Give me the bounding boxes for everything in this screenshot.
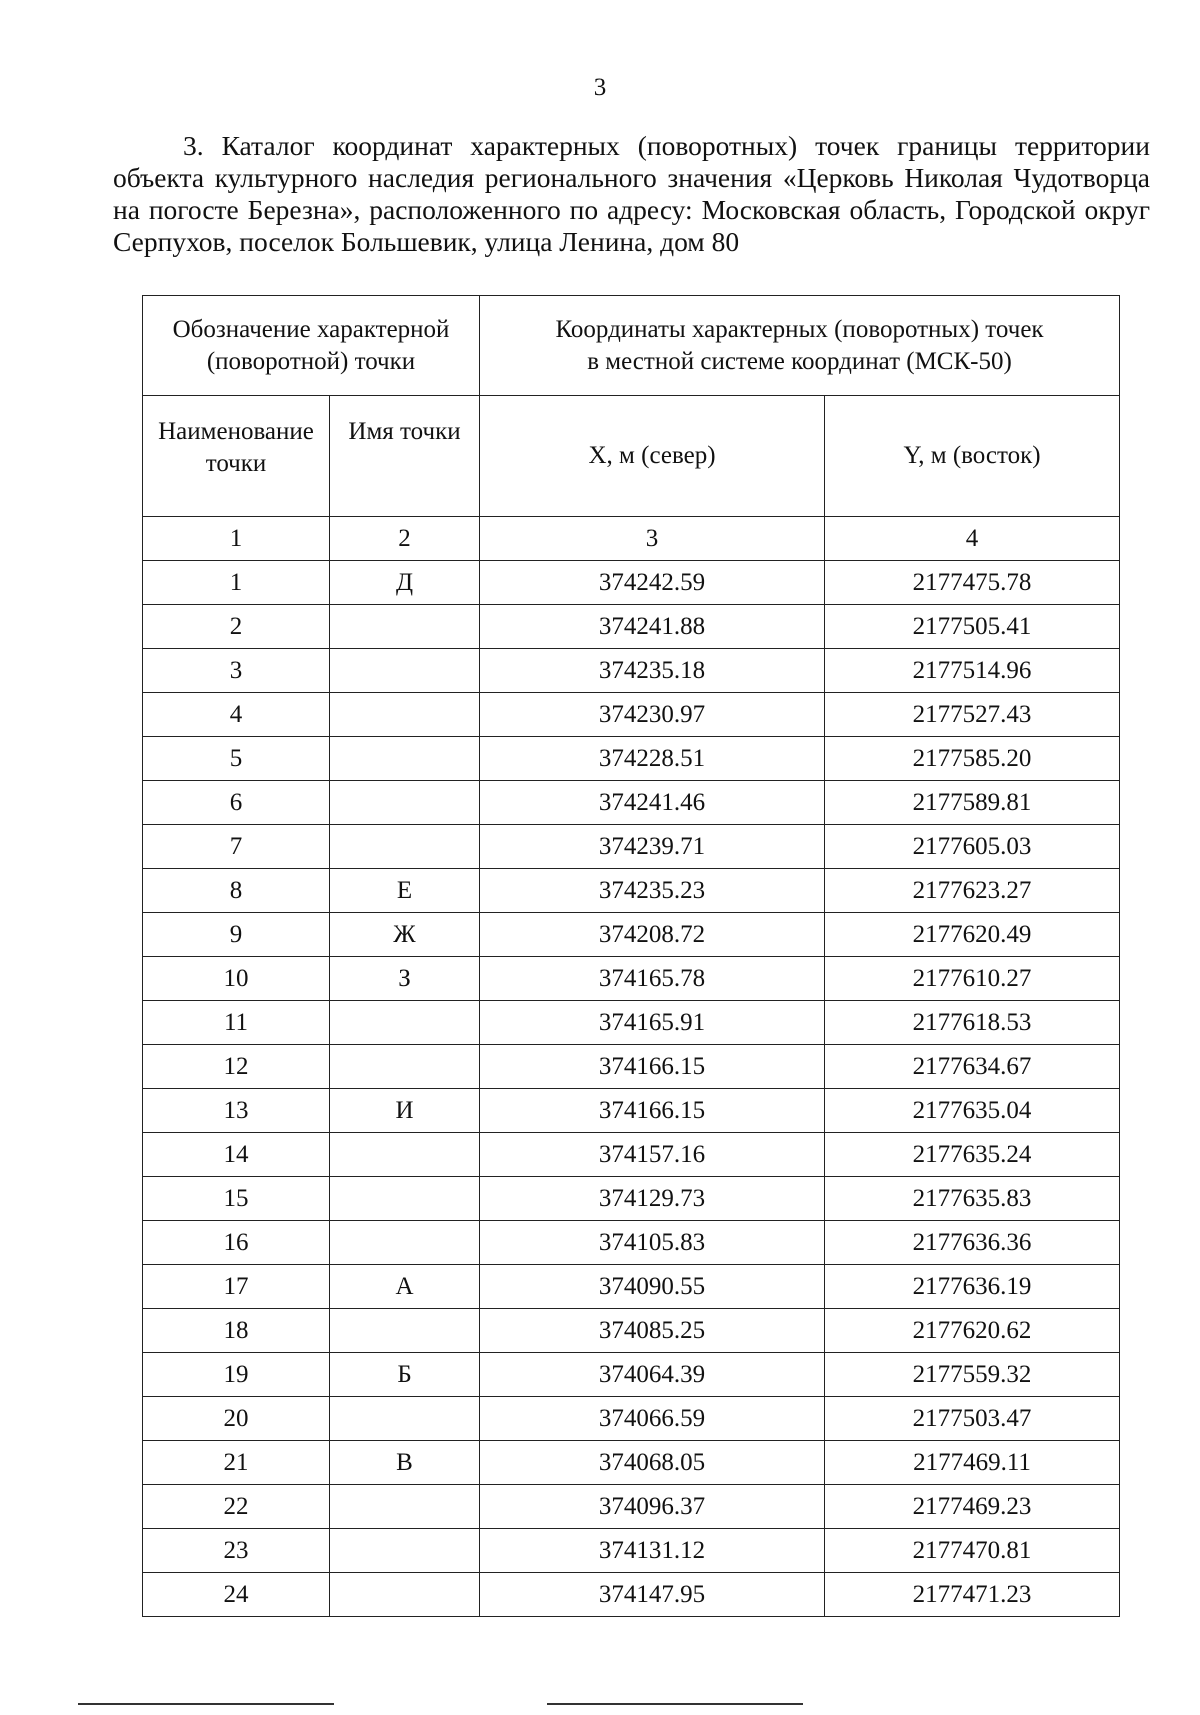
- cell-y: 2177470.81: [825, 1529, 1120, 1573]
- cell-label: З: [330, 957, 480, 1001]
- column-number: 3: [480, 517, 825, 561]
- page-number: 3: [593, 74, 607, 101]
- cell-y: 2177635.04: [825, 1089, 1120, 1133]
- cell-label: [330, 1485, 480, 1529]
- cell-x: 374129.73: [480, 1177, 825, 1221]
- cell-label: [330, 1177, 480, 1221]
- table-row: [143, 605, 1120, 649]
- cell-y: 2177634.67: [825, 1045, 1120, 1089]
- cell-label: [330, 1221, 480, 1265]
- cell-y: 2177469.23: [825, 1485, 1120, 1529]
- col-name-line1: Наименование: [158, 418, 314, 445]
- cell-num: 12: [143, 1045, 330, 1089]
- cell-y: 2177589.81: [825, 781, 1120, 825]
- column-number: 1: [143, 517, 330, 561]
- table-row: [143, 869, 1120, 913]
- cell-num: 17: [143, 1265, 330, 1309]
- col-y: Y, м (восток): [825, 396, 1120, 517]
- cell-num: 15: [143, 1177, 330, 1221]
- cell-x: 374228.51: [480, 737, 825, 781]
- cell-num: 3: [143, 649, 330, 693]
- cell-x: 374166.15: [480, 1045, 825, 1089]
- col-name-line2: точки: [205, 450, 267, 477]
- table-row: [143, 1441, 1120, 1485]
- cell-x: 374068.05: [480, 1441, 825, 1485]
- cell-label: [330, 1045, 480, 1089]
- section-heading: 3. Каталог координат характерных (поворотных) точек границы территории объекта культурного наследия регионального значения «Церковь Николая Чудотворца на погосте Березна», расположенного по адресу: Московская область, Городской округ Серпухов, поселок Большевик, улица Ленина, дом 80: [113, 130, 1150, 257]
- cell-num: 24: [143, 1573, 330, 1617]
- cell-x: 374131.12: [480, 1529, 825, 1573]
- cell-x: 374239.71: [480, 825, 825, 869]
- cell-num: 1: [143, 561, 330, 605]
- table-row: [143, 1529, 1120, 1573]
- cell-label: В: [330, 1441, 480, 1485]
- cell-x: 374241.88: [480, 605, 825, 649]
- col-x: X, м (север): [480, 396, 825, 517]
- cell-num: 20: [143, 1397, 330, 1441]
- cell-label: Б: [330, 1353, 480, 1397]
- header-coords-line2: в местной системе координат (МСК-50): [587, 347, 1012, 375]
- cell-label: [330, 649, 480, 693]
- table-row: [143, 737, 1120, 781]
- cell-num: 18: [143, 1309, 330, 1353]
- cell-y: 2177610.27: [825, 957, 1120, 1001]
- table-row: [143, 1001, 1120, 1045]
- cell-label: Ж: [330, 913, 480, 957]
- cell-y: 2177618.53: [825, 1001, 1120, 1045]
- table-row: [143, 825, 1120, 869]
- cell-y: 2177605.03: [825, 825, 1120, 869]
- cell-y: 2177635.24: [825, 1133, 1120, 1177]
- cell-x: 374230.97: [480, 693, 825, 737]
- table-row: [143, 781, 1120, 825]
- table-row: [143, 1133, 1120, 1177]
- cell-num: 2: [143, 605, 330, 649]
- cell-num: 14: [143, 1133, 330, 1177]
- cell-x: 374096.37: [480, 1485, 825, 1529]
- cell-num: 8: [143, 869, 330, 913]
- cell-num: 19: [143, 1353, 330, 1397]
- cell-x: 374241.46: [480, 781, 825, 825]
- table-row: [143, 1309, 1120, 1353]
- table-row: [143, 1089, 1120, 1133]
- table-row: [143, 1045, 1120, 1089]
- cell-y: 2177636.19: [825, 1265, 1120, 1309]
- cell-x: 374235.23: [480, 869, 825, 913]
- cell-label: Д: [330, 561, 480, 605]
- cell-num: 11: [143, 1001, 330, 1045]
- cell-x: 374157.16: [480, 1133, 825, 1177]
- table-row: [143, 1221, 1120, 1265]
- cell-y: 2177635.83: [825, 1177, 1120, 1221]
- cell-y: 2177636.36: [825, 1221, 1120, 1265]
- column-number: 4: [825, 517, 1120, 561]
- cell-y: 2177514.96: [825, 649, 1120, 693]
- table-row: [143, 1177, 1120, 1221]
- cell-label: [330, 781, 480, 825]
- header-point-designation: [143, 296, 480, 396]
- cell-y: 2177620.49: [825, 913, 1120, 957]
- column-number: 2: [330, 517, 480, 561]
- coordinates-table: [142, 295, 1120, 1617]
- table-row: [143, 649, 1120, 693]
- cell-label: [330, 693, 480, 737]
- cell-label: Е: [330, 869, 480, 913]
- table-row: [143, 1573, 1120, 1617]
- cell-x: 374085.25: [480, 1309, 825, 1353]
- cell-label: [330, 1573, 480, 1617]
- cell-x: 374235.18: [480, 649, 825, 693]
- cell-y: 2177503.47: [825, 1397, 1120, 1441]
- cell-x: 374166.15: [480, 1089, 825, 1133]
- cell-y: 2177620.62: [825, 1309, 1120, 1353]
- table-header-row: [143, 296, 1120, 396]
- cell-label: [330, 737, 480, 781]
- cell-y: 2177559.32: [825, 1353, 1120, 1397]
- cell-y: 2177505.41: [825, 605, 1120, 649]
- table-row: [143, 561, 1120, 605]
- table-row: [143, 1265, 1120, 1309]
- table-subheader-row: [143, 396, 1120, 517]
- header-point-line2: (поворотной) точки: [206, 347, 416, 375]
- col-point-label: Имя точки: [330, 396, 480, 517]
- cell-num: 6: [143, 781, 330, 825]
- header-point-line1: Обозначение характерной: [172, 315, 450, 343]
- footer-line-right: [547, 1703, 803, 1705]
- cell-num: 16: [143, 1221, 330, 1265]
- footer-line-left: [78, 1703, 334, 1705]
- table-row: [143, 957, 1120, 1001]
- cell-label: [330, 1529, 480, 1573]
- cell-y: 2177469.11: [825, 1441, 1120, 1485]
- cell-x: 374208.72: [480, 913, 825, 957]
- cell-label: И: [330, 1089, 480, 1133]
- cell-y: 2177623.27: [825, 869, 1120, 913]
- cell-num: 7: [143, 825, 330, 869]
- cell-y: 2177585.20: [825, 737, 1120, 781]
- table-row: [143, 1397, 1120, 1441]
- column-number-row: [143, 517, 1120, 561]
- cell-num: 10: [143, 957, 330, 1001]
- table-row: [143, 693, 1120, 737]
- cell-num: 5: [143, 737, 330, 781]
- cell-label: А: [330, 1265, 480, 1309]
- cell-label: [330, 825, 480, 869]
- table-row: [143, 1353, 1120, 1397]
- table-body: [143, 561, 1120, 1617]
- cell-num: 22: [143, 1485, 330, 1529]
- cell-num: 9: [143, 913, 330, 957]
- cell-num: 21: [143, 1441, 330, 1485]
- cell-label: [330, 605, 480, 649]
- cell-y: 2177475.78: [825, 561, 1120, 605]
- cell-label: [330, 1397, 480, 1441]
- cell-x: 374066.59: [480, 1397, 825, 1441]
- cell-x: 374105.83: [480, 1221, 825, 1265]
- cell-label: [330, 1133, 480, 1177]
- cell-x: 374165.78: [480, 957, 825, 1001]
- cell-x: 374064.39: [480, 1353, 825, 1397]
- cell-num: 13: [143, 1089, 330, 1133]
- cell-x: 374165.91: [480, 1001, 825, 1045]
- cell-num: 23: [143, 1529, 330, 1573]
- cell-y: 2177471.23: [825, 1573, 1120, 1617]
- table-row: [143, 913, 1120, 957]
- cell-y: 2177527.43: [825, 693, 1120, 737]
- cell-label: [330, 1309, 480, 1353]
- cell-num: 4: [143, 693, 330, 737]
- cell-x: 374242.59: [480, 561, 825, 605]
- header-coords-line1: Координаты характерных (поворотных) точек: [555, 315, 1044, 343]
- col-point-name: [143, 396, 330, 517]
- cell-x: 374090.55: [480, 1265, 825, 1309]
- cell-label: [330, 1001, 480, 1045]
- cell-x: 374147.95: [480, 1573, 825, 1617]
- header-coordinates: [480, 296, 1120, 396]
- table-row: [143, 1485, 1120, 1529]
